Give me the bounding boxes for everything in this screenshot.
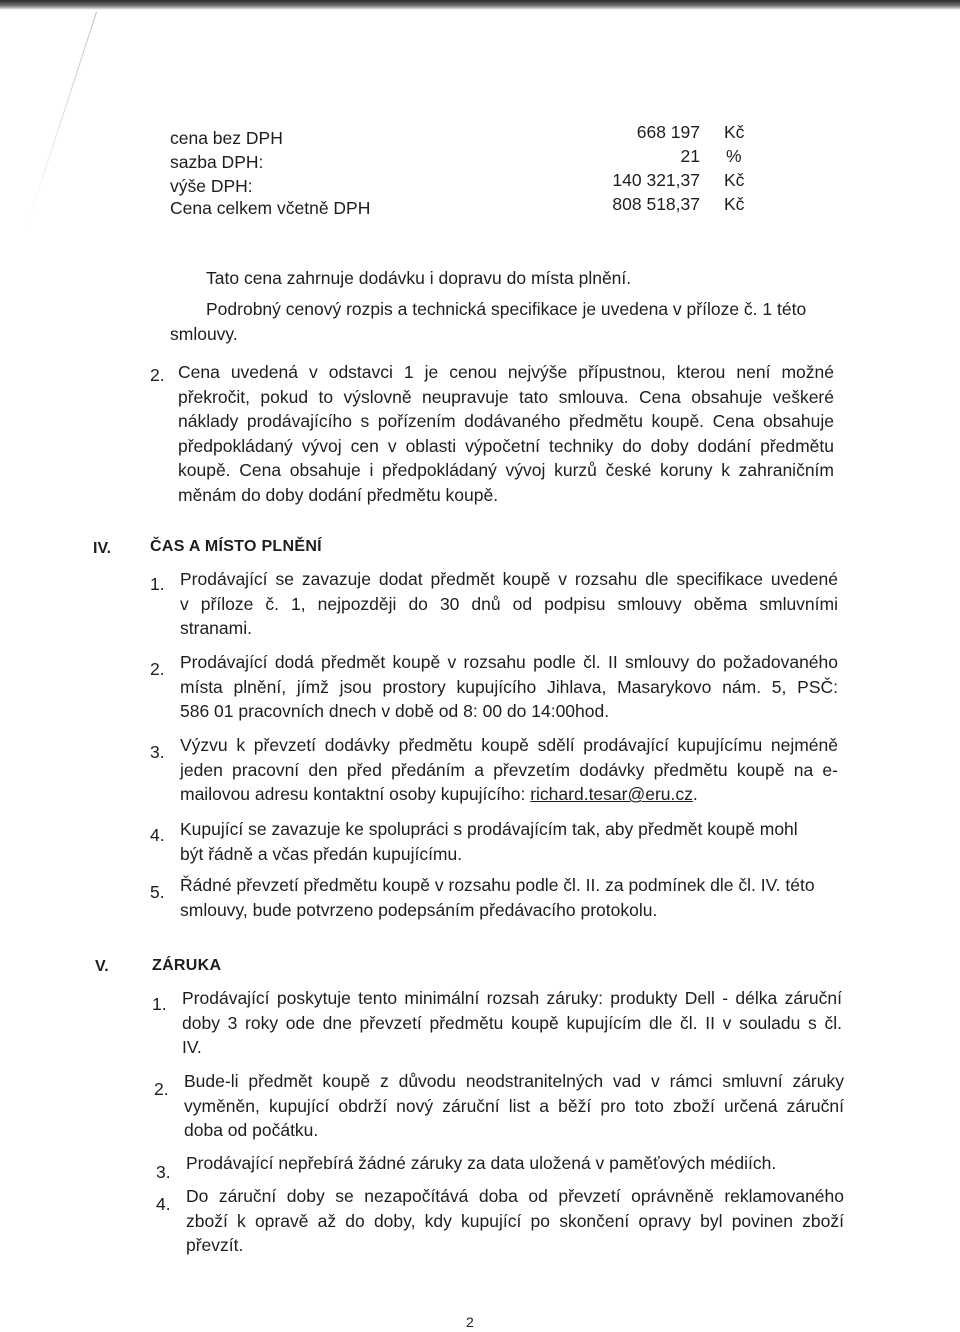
item-number: 4. (156, 1194, 171, 1214)
total-value: 808 518,37 (612, 194, 700, 214)
vat-amount-unit: Kč (724, 170, 745, 190)
text-line: převzít. (186, 1235, 244, 1256)
text-fragment: . (692, 784, 698, 805)
item-number: 3. (150, 742, 165, 762)
clause-iv-1 (180, 567, 838, 641)
text-line: Výzvu k převzetí dodávky předmětu koupě sdělí prodávající kupujícímu nejméně (180, 735, 838, 755)
page-number: 2 (466, 1314, 474, 1330)
contact-email-link[interactable]: richard.tesar@eru.cz (530, 784, 693, 805)
text-line: Do záruční doby se nezapočítává doba od převzetí oprávněně reklamovaného (186, 1186, 844, 1206)
text-line: doby 3 roky ode dne převzetí předmětu koupě kupujícím dle čl. II v souladu s čl. (182, 1012, 842, 1033)
item-number: 1. (152, 994, 167, 1014)
clause-iv-2 (180, 650, 838, 724)
item-number: 4. (150, 825, 165, 845)
total-unit: Kč (724, 194, 745, 214)
text-line: Prodávající dodá předmět koupě v rozsahu podle čl. II smlouvy do požadovaného (180, 652, 838, 672)
text-line: jeden pracovní den před předáním a převzetím dodávky předmětu koupě na e- (180, 759, 838, 780)
text-line: Prodávající poskytuje tento minimální rozsah záruky: produkty Dell - délka záruční (182, 988, 842, 1008)
vat-rate-label: sazba DPH: (170, 152, 264, 172)
price-clause-2 (178, 360, 834, 508)
text-line: místa plnění, jímž jsou prostory kupujícího Jihlava, Masarykovo nám. 5, PSČ: (180, 676, 838, 697)
clause-iv-3 (180, 733, 838, 807)
text-line (180, 782, 838, 807)
text-line: Prodávající nepřebírá žádné záruky za data uložená v paměťových médiích. (186, 1153, 777, 1173)
vat-rate-unit: % (726, 146, 742, 166)
scan-top-edge (0, 0, 960, 10)
text-line: zboží k opravě až do doby, kdy kupující po skončení opravy byl povinen zboží (186, 1210, 844, 1231)
clause-v-2 (184, 1069, 844, 1143)
text-line: smlouvy, bude potvrzeno podepsáním předávacího protokolu. (180, 899, 658, 920)
section-title: ČAS A MÍSTO PLNĚNÍ (150, 538, 322, 555)
clause-iv-4 (180, 817, 838, 866)
total-label: Cena celkem včetně DPH (170, 198, 371, 218)
text-line: doba od počátku. (184, 1120, 319, 1141)
clause-iv-5 (180, 873, 840, 922)
clause-v-1 (182, 986, 842, 1060)
text-line: Cena uvedená v odstavci 1 je cenou nejvýše přípustnou, kterou není možné (178, 362, 834, 382)
price-annex-note-cont: smlouvy. (170, 324, 238, 344)
text-line: Kupující se zavazuje ke spolupráci s prodávajícím tak, aby předmět koupě mohl (180, 819, 798, 839)
text-line: být řádně a včas předán kupujícímu. (180, 843, 463, 864)
text-line: IV. (182, 1037, 202, 1058)
item-number: 2. (150, 659, 165, 679)
price-note: Tato cena zahrnuje dodávku i dopravu do místa plnění. (206, 268, 632, 288)
item-number: 3. (156, 1162, 171, 1182)
text-line: koupě. Cena obsahuje i předpokládaný vývoj kurzů české koruny k zahraničním (178, 460, 834, 481)
text-line: vyměněn, kupující obdrží nový záruční list a běží pro toto zboží určená záruční (184, 1095, 844, 1116)
text-line: stranami. (180, 618, 252, 639)
price-label: cena bez DPH (170, 128, 283, 148)
vat-amount-label: výše DPH: (170, 176, 253, 196)
vat-amount-value: 140 321,37 (612, 170, 700, 190)
text-line: Prodávající se zavazuje dodat předmět koupě v rozsahu dle specifikace uvedené (180, 569, 838, 589)
section-number: V. (95, 958, 109, 975)
price-unit: Kč (724, 122, 745, 142)
section-title: ZÁRUKA (152, 957, 222, 974)
section-number: IV. (93, 540, 112, 557)
text-line: náklady prodávajícího s pořízením dodávaného předmětu koupě. Cena obsahuje (178, 411, 834, 432)
text-line: Řádné převzetí předmětu koupě v rozsahu podle čl. II. za podmínek dle čl. IV. této (180, 875, 815, 895)
text-line: v příloze č. 1, nejpozději do 30 dnů od podpisu smlouvy oběma smluvními (180, 593, 838, 614)
vat-rate-value: 21 (680, 146, 700, 166)
item-number: 1. (150, 574, 165, 594)
clause-v-4 (186, 1184, 844, 1258)
text-line: měnám do doby dodání předmětu koupě. (178, 484, 499, 505)
text-line: Bude-li předmět koupě z důvodu neodstranitelných vad v rámci smluvní záruky (184, 1071, 844, 1091)
item-number: 2. (154, 1079, 169, 1099)
text-line: předpokládaný vývoj cen v oblasti výpočetní techniky do doby dodání předmětu (178, 435, 834, 456)
clause-v-3 (186, 1151, 846, 1176)
price-annex-note: Podrobný cenový rozpis a technická specifikace je uvedena v příloze č. 1 této (206, 299, 807, 319)
text-fragment: mailovou adresu kontaktní osoby kupujícího: (180, 784, 531, 805)
text-line: překročit, pokud to výslovně neupravuje tato smlouva. Cena obsahuje veškeré (178, 386, 834, 407)
price-value: 668 197 (636, 122, 700, 142)
item-number: 2. (150, 365, 165, 385)
item-number: 5. (150, 882, 165, 902)
text-line: 586 01 pracovních dnech v době od 8: 00 do 14:00hod. (180, 701, 610, 722)
scan-artifact-line (25, 12, 97, 231)
